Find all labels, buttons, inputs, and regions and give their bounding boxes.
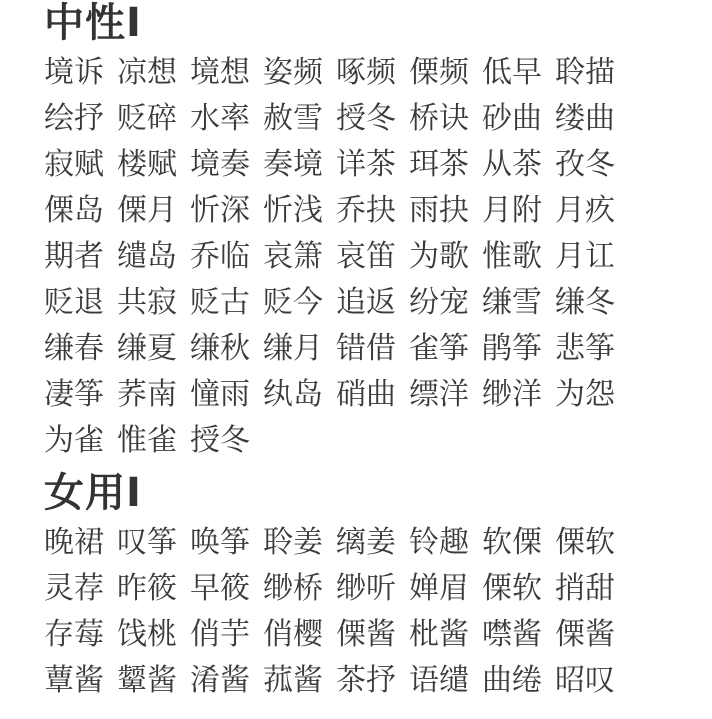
word-item: 淆酱 [190, 663, 250, 698]
word-item: 缡姜 [336, 525, 396, 560]
word-item: 缣冬 [555, 285, 615, 320]
word-item: 铃趣 [409, 525, 469, 560]
word-item: 硝曲 [336, 377, 396, 412]
word-list-page [44, 0, 704, 704]
word-item: 缱岛 [117, 239, 177, 274]
word-item: 从茶 [482, 147, 542, 182]
word-item: 饯桃 [117, 617, 177, 652]
word-item: 楼赋 [117, 147, 177, 182]
word-item: 授冬 [336, 101, 396, 136]
word-item: 境奏 [190, 147, 250, 182]
word-item: 聆姜 [263, 525, 323, 560]
word-item: 月附 [482, 193, 542, 228]
word-item: 哀箫 [263, 239, 323, 274]
word-item: 为歌 [409, 239, 469, 274]
word-item: 早筱 [190, 571, 250, 606]
word-item: 缣雪 [482, 285, 542, 320]
word-item: 傈频 [409, 55, 469, 90]
word-item: 噤酱 [482, 617, 542, 652]
word-item: 晚裙 [44, 525, 104, 560]
section-title: 女用I [44, 470, 142, 516]
word-item: 憧雨 [190, 377, 250, 412]
word-item: 叹筝 [117, 525, 177, 560]
word-item: 境想 [190, 55, 250, 90]
word-item: 茶抒 [336, 663, 396, 698]
word-item: 期者 [44, 239, 104, 274]
word-item: 缣月 [263, 331, 323, 366]
word-item: 为雀 [44, 423, 104, 458]
word-item: 曲绻 [482, 663, 542, 698]
word-item: 贬碎 [117, 101, 177, 136]
word-item: 凄筝 [44, 377, 104, 412]
word-item: 月疚 [555, 193, 615, 228]
word-item: 蕈酱 [44, 663, 104, 698]
word-item: 缣春 [44, 331, 104, 366]
word-item: 忻浅 [263, 193, 323, 228]
word-item: 乔抉 [336, 193, 396, 228]
word-item: 俏芋 [190, 617, 250, 652]
word-item: 婵眉 [409, 571, 469, 606]
section-neutral [44, 0, 704, 464]
word-item: 珥茶 [409, 147, 469, 182]
word-item: 傈月 [117, 193, 177, 228]
word-item: 绘抒 [44, 101, 104, 136]
word-item: 缈洋 [482, 377, 542, 412]
word-item: 贬退 [44, 285, 104, 320]
word-list [44, 50, 644, 464]
word-item: 傈软 [482, 571, 542, 606]
word-item: 软傈 [482, 525, 542, 560]
word-item: 俏樱 [263, 617, 323, 652]
word-item: 水率 [190, 101, 250, 136]
word-item: 捎甜 [555, 571, 615, 606]
word-item: 缕曲 [555, 101, 615, 136]
word-item: 贬今 [263, 285, 323, 320]
word-item: 共寂 [117, 285, 177, 320]
word-item: 聆描 [555, 55, 615, 90]
word-item: 凉想 [117, 55, 177, 90]
section-female [44, 470, 704, 704]
word-item: 昨筱 [117, 571, 177, 606]
word-item: 缈听 [336, 571, 396, 606]
word-item: 惟歌 [482, 239, 542, 274]
word-item: 追返 [336, 285, 396, 320]
word-item: 悲筝 [555, 331, 615, 366]
word-item: 灵荐 [44, 571, 104, 606]
word-item: 砂曲 [482, 101, 542, 136]
word-item: 月讧 [555, 239, 615, 274]
word-item: 傈酱 [336, 617, 396, 652]
word-item: 傈软 [555, 525, 615, 560]
word-item: 忻深 [190, 193, 250, 228]
word-item: 哀笛 [336, 239, 396, 274]
word-item: 枇酱 [409, 617, 469, 652]
word-item: 孜冬 [555, 147, 615, 182]
word-item: 授冬 [190, 423, 250, 458]
word-item: 错借 [336, 331, 396, 366]
word-item: 缣夏 [117, 331, 177, 366]
word-item: 缥洋 [409, 377, 469, 412]
word-item: 菰酱 [263, 663, 323, 698]
word-item: 啄频 [336, 55, 396, 90]
word-item: 奏境 [263, 147, 323, 182]
word-item: 纨岛 [263, 377, 323, 412]
word-item: 桥诀 [409, 101, 469, 136]
word-item: 存莓 [44, 617, 104, 652]
word-item: 缈桥 [263, 571, 323, 606]
word-item: 详茶 [336, 147, 396, 182]
word-item: 雨抉 [409, 193, 469, 228]
word-item: 缣秋 [190, 331, 250, 366]
word-item: 乔临 [190, 239, 250, 274]
word-item: 傈岛 [44, 193, 104, 228]
word-item: 颦酱 [117, 663, 177, 698]
word-item: 鹃筝 [482, 331, 542, 366]
word-item: 境诉 [44, 55, 104, 90]
word-item: 荞南 [117, 377, 177, 412]
word-item: 唤筝 [190, 525, 250, 560]
word-item: 低早 [482, 55, 542, 90]
word-item: 赦雪 [263, 101, 323, 136]
word-list [44, 520, 644, 704]
section-title: 中性I [44, 0, 142, 46]
word-item: 贬古 [190, 285, 250, 320]
word-item: 姿频 [263, 55, 323, 90]
word-item: 傈酱 [555, 617, 615, 652]
word-item: 寂赋 [44, 147, 104, 182]
word-item: 惟雀 [117, 423, 177, 458]
word-item: 纷宠 [409, 285, 469, 320]
word-item: 为怨 [555, 377, 615, 412]
word-item: 昭叹 [555, 663, 615, 698]
word-item: 语缱 [409, 663, 469, 698]
word-item: 雀筝 [409, 331, 469, 366]
